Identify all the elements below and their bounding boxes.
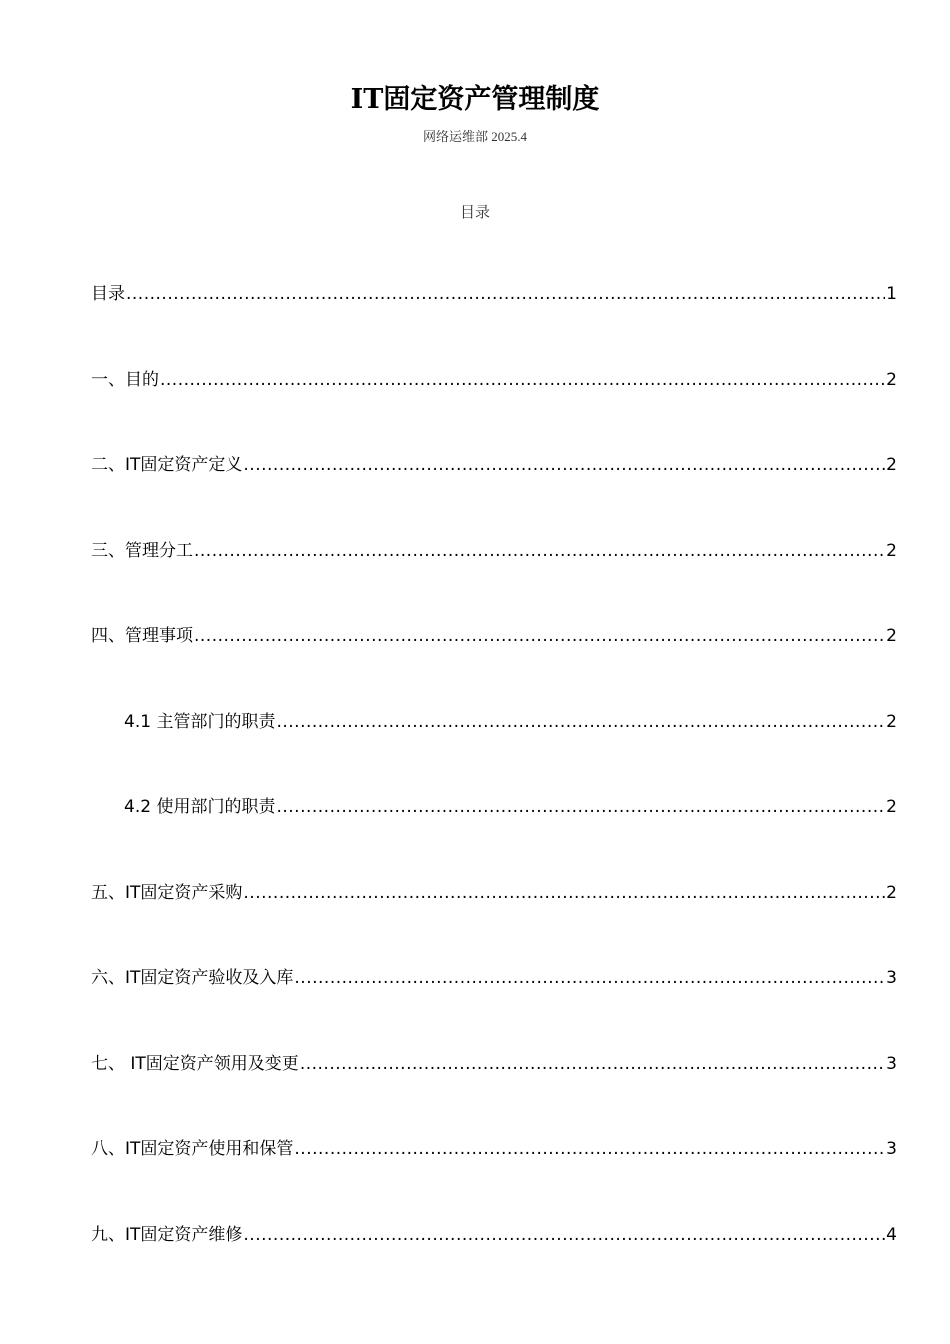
toc-dot-leader	[276, 708, 885, 736]
document-title: IT固定资产管理制度	[350, 84, 600, 115]
table-of-contents	[91, 280, 897, 1306]
toc-dot-leader	[294, 1135, 885, 1163]
toc-entry-label: 六、IT固定资产验收及入库	[91, 968, 294, 988]
toc-dot-leader	[243, 879, 885, 907]
toc-heading: 目录	[459, 203, 490, 221]
toc-entry-page: 2	[886, 540, 897, 561]
toc-entry-page: 2	[886, 369, 897, 390]
toc-dot-leader	[276, 793, 885, 821]
toc-entry[interactable]	[91, 1135, 897, 1221]
toc-entry-page: 3	[886, 968, 897, 988]
toc-entry[interactable]	[91, 622, 897, 708]
toc-dot-leader	[194, 537, 885, 565]
toc-entry-page: 2	[886, 797, 897, 817]
toc-dot-leader	[243, 1221, 885, 1249]
toc-subentry[interactable]	[91, 793, 897, 879]
toc-entry[interactable]	[91, 964, 897, 1050]
toc-entry-label: 一、目的	[91, 369, 159, 390]
toc-entry-label: 4.1 主管部门的职责	[124, 711, 276, 732]
toc-entry-label: 三、管理分工	[91, 540, 193, 561]
toc-subentry[interactable]	[91, 708, 897, 794]
toc-entry-label: 四、管理事项	[91, 626, 193, 646]
toc-dot-leader	[300, 1050, 885, 1078]
document-subtitle: 网络运维部 2025.4	[422, 129, 527, 144]
toc-entry-label: 八、IT固定资产使用和保管	[91, 1139, 294, 1159]
toc-entry[interactable]	[91, 537, 897, 623]
toc-entry-page: 4	[886, 1224, 897, 1245]
toc-entry-label: 二、IT固定资产定义	[91, 455, 243, 475]
toc-entry-page: 2	[886, 711, 897, 732]
toc-dot-leader	[294, 964, 885, 992]
toc-entry-page: 3	[886, 1139, 897, 1159]
toc-entry[interactable]	[91, 879, 897, 965]
toc-entry[interactable]	[91, 451, 897, 537]
toc-entry-page: 1	[886, 284, 897, 304]
toc-entry-label: 4.2 使用部门的职责	[124, 797, 276, 817]
toc-entry-label: 九、IT固定资产维修	[91, 1224, 243, 1245]
toc-entry[interactable]	[91, 1221, 897, 1307]
toc-dot-leader	[126, 280, 885, 308]
toc-entry-page: 2	[886, 455, 897, 475]
toc-entry[interactable]	[91, 1050, 897, 1136]
toc-entry[interactable]	[91, 366, 897, 452]
toc-entry-page: 2	[886, 882, 897, 903]
toc-dot-leader	[194, 622, 885, 650]
toc-entry-label: 七、 IT固定资产领用及变更	[91, 1053, 299, 1074]
toc-entry-page: 3	[886, 1053, 897, 1074]
toc-entry-page: 2	[886, 626, 897, 646]
toc-dot-leader	[243, 451, 885, 479]
toc-entry-label: 目录	[91, 284, 125, 304]
toc-entry-label: 五、IT固定资产采购	[91, 882, 243, 903]
toc-dot-leader	[160, 366, 885, 394]
toc-entry[interactable]	[91, 280, 897, 366]
